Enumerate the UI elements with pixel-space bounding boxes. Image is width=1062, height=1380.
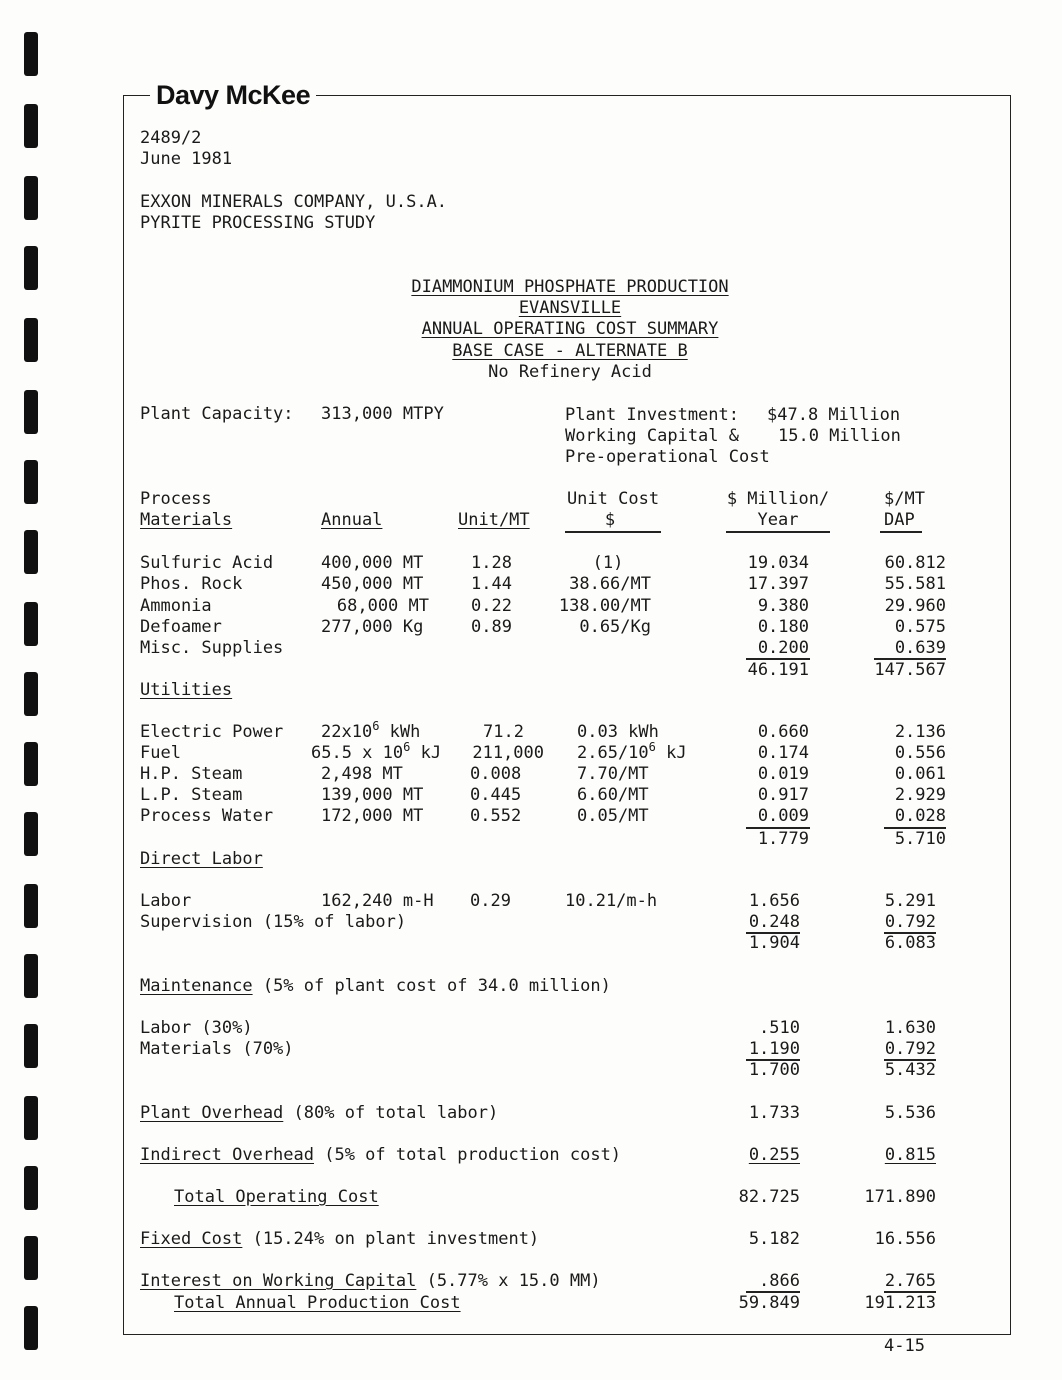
preop-label: Pre-operational Cost [565,447,770,467]
maintenance-total-million: 1.700 [748,1060,800,1080]
table-cell-per-mt: 2.929 [894,785,946,805]
table-cell-annual: $22x10^6$ kWh [321,719,421,742]
binder-hole [24,176,38,220]
title-line-1: DIAMMONIUM PHOSPHATE PRODUCTION [411,277,729,297]
table-cell-unit-mt: 0.89 [471,617,512,637]
col-unit-mt: Unit/MT [458,510,530,530]
table-cell-unit-mt: 71.2 [483,722,524,742]
title-line-2: EVANSVILLE [518,298,622,318]
utilities-total-million: 1.779 [757,829,809,849]
materials-total-million: 46.191 [747,660,809,680]
col-materials: Materials [140,510,233,530]
table-cell-unit-mt: 0.008 [470,764,522,784]
binder-hole [24,460,38,504]
investment-label: Plant Investment: [565,405,739,425]
fixed-cost-label: Fixed Cost (15.24% on plant investment) [140,1229,540,1249]
study-name: PYRITE PROCESSING STUDY [140,213,376,233]
table-cell-unit-mt: 211,000 [472,743,544,763]
table-row-name: Labor [140,891,192,911]
binder-hole [24,530,38,574]
table-cell-per-mt: 0.028 [894,806,946,826]
table-row-name: Electric Power [140,722,284,742]
table-cell-unit-cost: 38.66/MT [569,574,651,594]
table-cell-per-mt: 55.581 [884,574,946,594]
table-cell-unit-cost: 6.60/MT [577,785,649,805]
interest-per-mt: 2.765 [884,1271,936,1291]
table-row-name: H.P. Steam [140,764,243,784]
table-cell-per-mt: 0.639 [894,638,946,658]
binder-hole [24,246,38,290]
col-unit-cost-symbol: $ [604,510,616,530]
binder-hole [24,390,38,434]
table-cell-unit-mt: 0.22 [471,596,512,616]
working-capital-label: Working Capital & [565,426,739,446]
table-cell-annual: 2,498 MT [321,764,403,784]
title-line-4: BASE CASE - ALTERNATE B [452,341,688,361]
table-cell-annual: 277,000 Kg [321,617,424,637]
table-cell-million: 1.656 [748,891,800,911]
table-cell-annual: 162,240 m-H [321,891,434,911]
binder-hole [24,812,38,856]
labor-heading: Direct Labor [140,849,263,869]
binder-hole [24,104,38,148]
table-cell-unit-cost: 10.21/m-h [565,891,658,911]
table-cell-per-mt: 0.061 [894,764,946,784]
table-cell-million: 0.660 [757,722,809,742]
client-name: EXXON MINERALS COMPANY, U.S.A. [140,192,448,212]
table-cell-million: .510 [759,1018,800,1038]
table-cell-per-mt: 60.812 [884,553,946,573]
binder-hole [24,1166,38,1210]
table-cell-unit-mt: 0.445 [470,785,522,805]
table-cell-million: 0.009 [757,806,809,826]
table-cell-unit-cost: 138.00/MT [558,596,651,616]
total-operating-label: Total Operating Cost [174,1187,379,1207]
indirect-overhead-million: 0.255 [748,1145,800,1165]
underline [565,531,661,533]
total-operating-per-mt: 171.890 [864,1187,936,1207]
table-cell-per-mt: 5.291 [884,891,936,911]
labor-total-per-mt: 6.083 [884,933,936,953]
table-cell-million: 1.190 [748,1039,800,1059]
table-cell-per-mt: 29.960 [884,596,946,616]
table-cell-unit-mt: 1.44 [471,574,512,594]
col-unit-cost: Unit Cost [566,489,660,509]
table-row-name: Defoamer [140,617,222,637]
investment-value: $47.8 Million [767,405,901,425]
table-cell-per-mt: 1.630 [884,1018,936,1038]
table-row-name: Sulfuric Acid [140,553,274,573]
table-cell-unit-cost: 0.65/Kg [579,617,651,637]
binder-hole [24,1096,38,1140]
page-number: 4-15 [884,1336,925,1356]
binder-hole [24,32,38,76]
document-date: June 1981 [140,149,233,169]
table-row-name: Phos. Rock [140,574,243,594]
table-row-name: Fuel [140,743,181,763]
table-cell-million: 19.034 [747,553,809,573]
table-cell-million: 0.174 [757,743,809,763]
table-cell-unit-cost: $2.65/10^6$ kJ [577,740,687,763]
table-cell-per-mt: 0.792 [884,1039,936,1059]
fixed-cost-per-mt: 16.556 [874,1229,936,1249]
table-cell-per-mt: 0.556 [894,743,946,763]
total-operating-million: 82.725 [738,1187,800,1207]
col-million: $ Million/ [726,489,830,509]
underline [880,531,922,533]
supervision-label: Supervision (15% of labor) [140,912,407,932]
table-row-name: Materials (70%) [140,1039,294,1059]
table-cell-million: 0.917 [757,785,809,805]
table-cell-per-mt: 2.136 [894,722,946,742]
labor-total-million: 1.904 [748,933,800,953]
binder-hole [24,318,38,362]
table-row-name: Labor (30%) [140,1018,253,1038]
binder-hole [24,884,38,928]
table-row-name: Ammonia [140,596,212,616]
company-logo: Davy McKee [150,80,316,111]
table-cell-annual: 139,000 MT [321,785,424,805]
interest-million: .866 [759,1271,800,1291]
binder-hole [24,602,38,646]
table-cell-unit-cost: 0.03 kWh [577,722,659,742]
binder-hole [24,742,38,786]
table-cell-million: 0.180 [757,617,809,637]
table-row-name: Misc. Supplies [140,638,284,658]
table-cell-unit-mt: 0.552 [470,806,522,826]
col-year: Year [757,510,799,530]
table-cell-unit-mt: 1.28 [471,553,512,573]
plant-overhead-million: 1.733 [748,1103,800,1123]
materials-total-per-mt: 147.567 [874,660,946,680]
document-number: 2489/2 [140,128,202,148]
table-cell-million: 9.380 [757,596,809,616]
table-cell-unit-mt: 0.29 [470,891,511,911]
col-annual: Annual [321,510,383,530]
table-cell-million: 0.248 [748,912,800,932]
maintenance-heading: Maintenance (5% of plant cost of 34.0 million) [140,976,611,996]
col-process: Process [140,489,212,509]
table-cell-annual: 450,000 MT [321,574,424,594]
table-cell-million: 17.397 [747,574,809,594]
interest-label: Interest on Working Capital (5.77% x 15.0 MM) [140,1271,601,1291]
table-cell-annual: 400,000 MT [321,553,424,573]
binder-hole [24,954,38,998]
col-per-mt: $/MT [884,489,925,509]
table-row-name: L.P. Steam [140,785,243,805]
table-cell-million: 0.019 [757,764,809,784]
total-annual-label: Total Annual Production Cost [174,1293,461,1313]
binder-hole [24,1236,38,1280]
capacity-value: 313,000 MTPY [321,404,444,424]
binder-hole [24,1306,38,1350]
table-cell-unit-cost: (1) [592,553,624,573]
table-cell-annual: 68,000 MT [336,596,429,616]
indirect-overhead-per-mt: 0.815 [884,1145,936,1165]
table-cell-unit-cost: 7.70/MT [577,764,649,784]
underline [726,531,830,533]
table-cell-unit-cost: 0.05/MT [577,806,649,826]
binder-hole [24,1024,38,1068]
indirect-overhead-label: Indirect Overhead (5% of total production cost) [140,1145,622,1165]
plant-overhead-label: Plant Overhead (80% of total labor) [140,1103,499,1123]
working-capital-value: 15.0 Million [778,426,901,446]
plant-overhead-per-mt: 5.536 [884,1103,936,1123]
table-cell-per-mt: 0.792 [884,912,936,932]
utilities-heading: Utilities [140,680,233,700]
maintenance-total-per-mt: 5.432 [884,1060,936,1080]
col-dap: DAP [884,510,915,530]
total-annual-per-mt: 191.213 [864,1293,936,1313]
capacity-label: Plant Capacity: [140,404,294,424]
title-line-5: No Refinery Acid [488,362,652,382]
table-cell-annual: 172,000 MT [321,806,424,826]
table-cell-million: 0.200 [757,638,809,658]
binder-hole [24,672,38,716]
utilities-total-per-mt: 5.710 [894,829,946,849]
table-cell-annual: 65.5 x $10^6$ kJ [311,740,442,763]
table-cell-per-mt: 0.575 [894,617,946,637]
total-annual-million: 59.849 [738,1293,800,1313]
table-row-name: Process Water [140,806,274,826]
title-line-3: ANNUAL OPERATING COST SUMMARY [421,319,719,339]
fixed-cost-million: 5.182 [748,1229,800,1249]
